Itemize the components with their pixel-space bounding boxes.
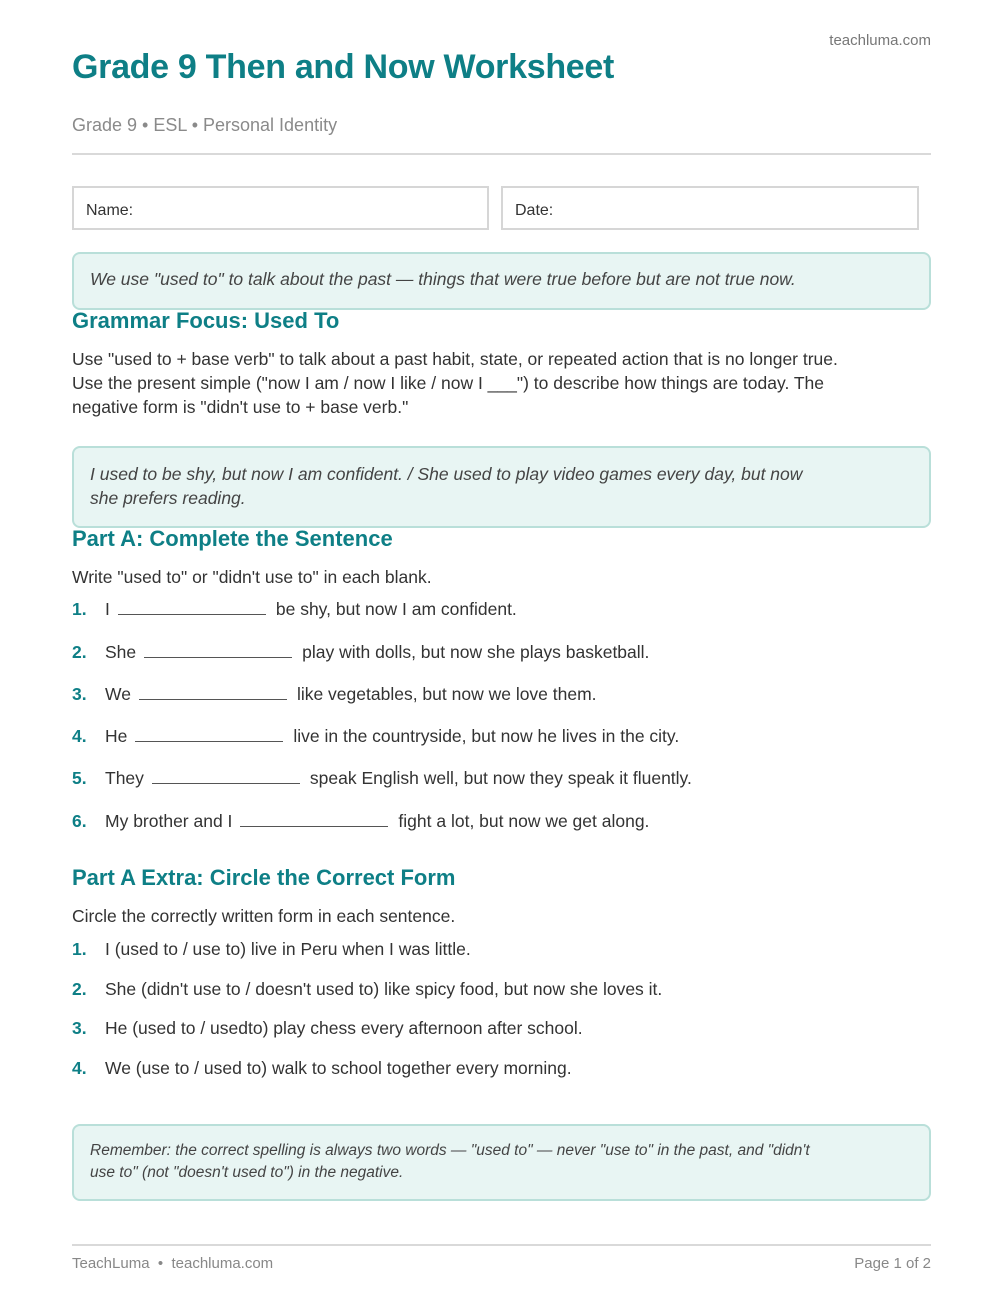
part-a-item [72,642,932,663]
example-line: she prefers reading. [90,488,246,508]
example-line: I used to be shy, but now I am confident. / She used to play video games every day, but now [90,464,803,484]
item-text-before: We [105,684,131,704]
item-text: She (didn't use to / doesn't used to) like spicy food, but now she loves it. [105,979,663,999]
footer-divider [72,1244,931,1246]
item-number: 6. [72,811,87,831]
reminder-line: Remember: the correct spelling is always two words — "used to" — never "use to" in the past, and "didn't [90,1142,810,1159]
date-label: Date: [515,202,554,219]
answer-blank[interactable] [144,644,292,658]
item-number: 1. [72,599,87,619]
item-number: 4. [72,726,87,746]
page-number: Page 1 of 2 [854,1255,931,1272]
part-a-extra-instruction: Circle the correctly written form in each sentence. [72,906,456,926]
item-number: 2. [72,642,87,662]
item-number: 2. [72,979,87,999]
intro-callout [72,252,931,310]
name-label: Name: [86,202,134,219]
item-text-before: My brother and I [105,811,233,831]
item-text: We (use to / used to) walk to school together every morning. [105,1058,572,1078]
example-callout [72,446,931,528]
date-field[interactable] [501,186,919,230]
brand-url: teachluma.com [829,32,931,49]
intro-callout-text: We use "used to" to talk about the past — things that were true before but are not true now. [90,269,796,289]
part-a-heading: Part A: Complete the Sentence [72,526,393,551]
part-a-item [72,811,932,832]
item-number: 3. [72,684,87,704]
header-divider [72,153,931,155]
grammar-explanation [72,347,932,419]
item-text-after: fight a lot, but now we get along. [398,811,650,831]
answer-blank[interactable] [139,686,287,700]
reminder-line: use to" (not "doesn't used to") in the negative. [90,1164,404,1181]
footer-brand: TeachLuma • teachluma.com [72,1255,274,1272]
answer-blank[interactable] [152,770,300,784]
answer-blank[interactable] [240,813,388,827]
name-field[interactable] [72,186,489,230]
part-a-extra-item [72,1018,932,1039]
answer-blank[interactable] [118,601,266,615]
part-a-extra-item [72,1058,932,1079]
reminder-callout [72,1124,931,1201]
item-number: 5. [72,768,87,788]
item-text: I (used to / use to) live in Peru when I was little. [105,939,471,959]
answer-blank[interactable] [135,728,283,742]
part-a-item [72,599,932,620]
item-text: He (used to / usedto) play chess every afternoon after school. [105,1018,583,1038]
grammar-line: negative form is "didn't use to + base verb." [72,397,409,417]
item-text-after: play with dolls, but now she plays basketball. [302,642,650,662]
part-a-item [72,726,932,747]
grammar-line: Use the present simple ("now I am / now I like / now I ___") to describe how things are today. The [72,373,825,393]
page-title: Grade 9 Then and Now Worksheet [72,48,615,86]
part-a-extra-item [72,939,932,960]
item-number: 3. [72,1018,87,1038]
item-text-before: She [105,642,137,662]
item-text-before: I [105,599,110,619]
item-number: 4. [72,1058,87,1078]
part-a-item [72,768,932,789]
part-a-extra-item [72,979,932,1000]
item-text-before: They [105,768,144,788]
item-text-after: be shy, but now I am confident. [275,599,517,619]
item-text-before: He [105,726,128,746]
item-number: 1. [72,939,87,959]
part-a-extra-heading: Part A Extra: Circle the Correct Form [72,865,456,890]
item-text-after: live in the countryside, but now he lives in the city. [293,726,680,746]
item-text-after: speak English well, but now they speak it fluently. [309,768,692,788]
part-a-item [72,684,932,705]
page-subtitle: Grade 9 • ESL • Personal Identity [72,115,338,135]
grammar-line: Use "used to + base verb" to talk about a past habit, state, or repeated action that is no longer true. [72,349,838,369]
item-text-after: like vegetables, but now we love them. [296,684,597,704]
part-a-instruction: Write "used to" or "didn't use to" in each blank. [72,567,432,587]
grammar-heading: Grammar Focus: Used To [72,308,340,333]
